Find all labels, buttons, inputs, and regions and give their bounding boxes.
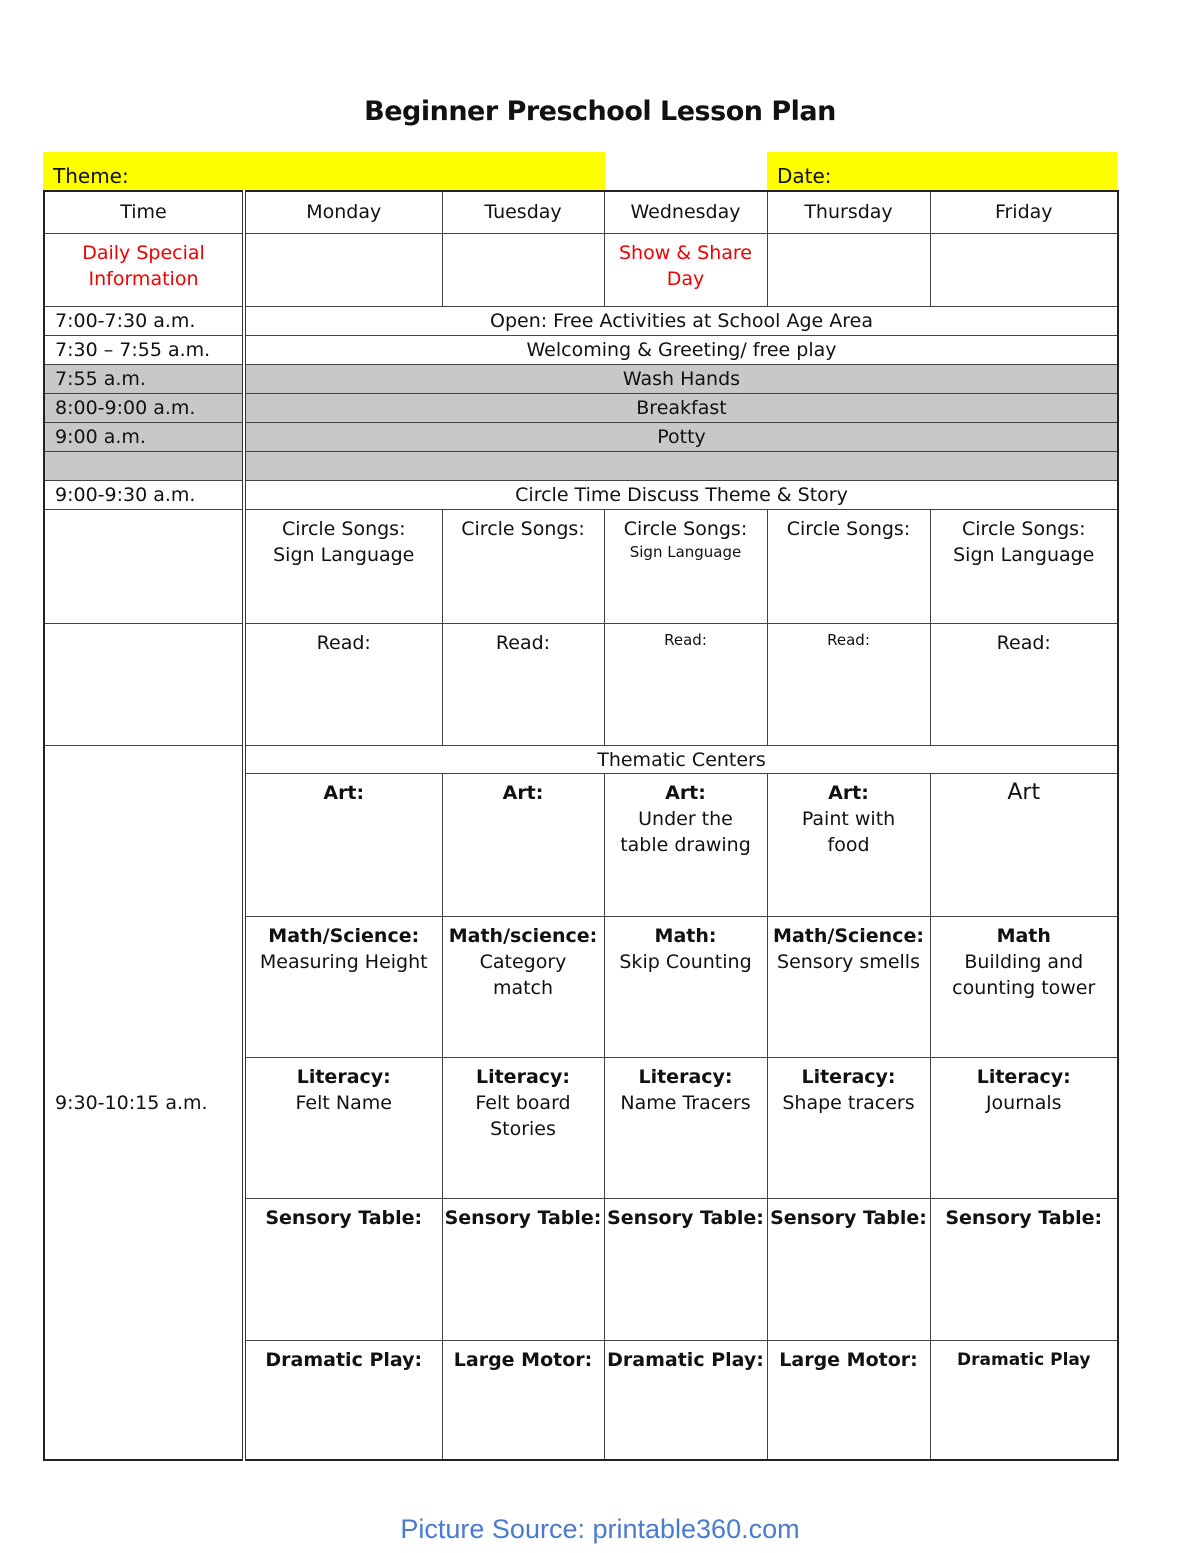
circle-songs-label: Circle Songs: — [461, 517, 585, 540]
literacy-label: Literacy: — [801, 1065, 896, 1088]
read-label: Read: — [996, 632, 1051, 655]
art-label: Art: — [665, 782, 706, 805]
literacy-wednesday — [604, 1057, 767, 1198]
centers-time: 9:30-10:15 a.m. — [44, 746, 244, 1460]
schedule-row — [44, 393, 1118, 422]
literacy-activity: Name Tracers — [620, 1091, 751, 1114]
schedule-activity: Circle Time Discuss Theme & Story — [244, 480, 1118, 509]
literacy-activity: Shape tracers — [782, 1091, 915, 1114]
special-thursday[interactable] — [767, 233, 930, 306]
math-activity: Sensory smells — [777, 950, 920, 973]
literacy-activity: Felt Name — [295, 1091, 392, 1114]
math-friday — [930, 916, 1118, 1057]
schedule-time — [44, 451, 244, 480]
special-wednesday — [604, 233, 767, 306]
schedule-activity: Potty — [244, 422, 1118, 451]
math-thursday — [767, 916, 930, 1057]
math-activity: Skip Counting — [619, 950, 752, 973]
schedule-row — [44, 335, 1118, 364]
header-wednesday: Wednesday — [604, 191, 767, 233]
schedule-time: 7:30 – 7:55 a.m. — [44, 335, 244, 364]
schedule-activity — [244, 451, 1118, 480]
math-label: Math/science: — [448, 924, 598, 947]
schedule-activity: Breakfast — [244, 393, 1118, 422]
header-time: Time — [44, 191, 244, 233]
play-label: Large Motor: — [453, 1349, 593, 1372]
math-label: Math: — [654, 924, 717, 947]
theme-field[interactable] — [43, 152, 605, 190]
header-monday: Monday — [244, 191, 442, 233]
math-wednesday — [604, 916, 767, 1057]
read-label: Read: — [664, 631, 707, 650]
schedule-row — [44, 451, 1118, 480]
sensory-thursday — [767, 1198, 930, 1340]
circle-songs-monday — [244, 509, 442, 623]
schedule-time: 9:00-9:30 a.m. — [44, 480, 244, 509]
circle-songs-detail: Sign Language — [629, 542, 742, 561]
literacy-label: Literacy: — [296, 1065, 391, 1088]
circle-songs-detail: Sign Language — [953, 543, 1095, 566]
play-tuesday — [442, 1341, 604, 1460]
header-friday: Friday — [930, 191, 1118, 233]
circle-songs-label: Circle Songs: — [282, 517, 406, 540]
art-label: Art — [1007, 780, 1041, 806]
math-label: Math — [996, 924, 1051, 947]
read-label: Read: — [316, 632, 371, 655]
schedule-time: 9:00 a.m. — [44, 422, 244, 451]
sensory-label: Sensory Table: — [265, 1206, 423, 1229]
play-friday — [930, 1341, 1118, 1460]
play-label: Dramatic Play — [957, 1350, 1091, 1371]
circle-songs-row — [44, 509, 1118, 623]
schedule-activity: Open: Free Activities at School Age Area — [244, 306, 1118, 335]
read-tuesday — [442, 624, 604, 746]
special-monday[interactable] — [244, 233, 442, 306]
read-time — [44, 624, 244, 746]
literacy-label: Literacy: — [638, 1065, 733, 1088]
circle-songs-detail: Sign Language — [273, 543, 415, 566]
theme-label: Theme: — [53, 164, 129, 188]
circle-songs-label: Circle Songs: — [962, 517, 1086, 540]
play-wednesday — [604, 1341, 767, 1460]
header-tuesday: Tuesday — [442, 191, 604, 233]
circle-songs-friday — [930, 509, 1118, 623]
special-tuesday[interactable] — [442, 233, 604, 306]
schedule-activity: Wash Hands — [244, 364, 1118, 393]
schedule-row — [44, 480, 1118, 509]
art-friday — [930, 774, 1118, 916]
sensory-monday — [244, 1198, 442, 1340]
art-wednesday — [604, 774, 767, 916]
literacy-friday — [930, 1057, 1118, 1198]
read-friday — [930, 624, 1118, 746]
special-label-line2: Information — [88, 267, 199, 290]
circle-songs-tuesday — [442, 509, 604, 623]
header-thursday: Thursday — [767, 191, 930, 233]
art-label: Art: — [828, 782, 869, 805]
literacy-label: Literacy: — [976, 1065, 1071, 1088]
math-label: Math/Science: — [773, 924, 924, 947]
schedule-time: 7:00-7:30 a.m. — [44, 306, 244, 335]
sensory-label: Sensory Table: — [945, 1206, 1103, 1229]
art-activity: Under the table drawing — [620, 808, 751, 857]
read-monday — [244, 624, 442, 746]
read-thursday — [767, 624, 930, 746]
show-share-line1: Show & Share — [619, 241, 752, 264]
art-thursday — [767, 774, 930, 916]
read-label: Read: — [495, 632, 551, 655]
play-monday — [244, 1341, 442, 1460]
sensory-label: Sensory Table: — [607, 1206, 764, 1229]
art-monday — [244, 774, 442, 916]
art-label: Art: — [323, 782, 365, 805]
show-share-line2: Day — [666, 267, 705, 290]
art-label: Art: — [502, 782, 544, 805]
literacy-thursday — [767, 1057, 930, 1198]
schedule-row — [44, 364, 1118, 393]
circle-songs-wednesday — [604, 509, 767, 623]
circle-songs-label: Circle Songs: — [623, 517, 748, 540]
circle-songs-label: Circle Songs: — [786, 517, 911, 540]
date-field[interactable] — [767, 152, 1117, 190]
read-label: Read: — [827, 631, 870, 650]
play-thursday — [767, 1341, 930, 1460]
schedule-row — [44, 306, 1118, 335]
sensory-label: Sensory Table: — [770, 1206, 927, 1229]
art-tuesday — [442, 774, 604, 916]
special-label — [44, 233, 244, 306]
literacy-activity: Journals — [985, 1091, 1062, 1114]
art-activity: Paint with food — [801, 808, 896, 857]
play-label: Dramatic Play: — [607, 1349, 764, 1372]
circle-songs-thursday — [767, 509, 930, 623]
math-activity: Category match — [479, 950, 567, 999]
header-row — [44, 191, 1118, 233]
schedule-time: 8:00-9:00 a.m. — [44, 393, 244, 422]
schedule-row — [44, 422, 1118, 451]
lesson-plan-table — [43, 190, 1119, 1461]
date-label: Date: — [777, 164, 832, 188]
sensory-label: Sensory Table: — [444, 1206, 602, 1229]
math-activity: Building and counting tower — [952, 950, 1096, 999]
play-label: Dramatic Play: — [265, 1349, 423, 1372]
literacy-tuesday — [442, 1057, 604, 1198]
schedule-activity: Welcoming & Greeting/ free play — [244, 335, 1118, 364]
circle-songs-time — [44, 509, 244, 623]
sensory-wednesday — [604, 1198, 767, 1340]
math-activity: Measuring Height — [259, 950, 428, 973]
special-friday[interactable] — [930, 233, 1118, 306]
read-wednesday — [604, 624, 767, 746]
special-row — [44, 233, 1118, 306]
schedule-time: 7:55 a.m. — [44, 364, 244, 393]
picture-source-caption: Picture Source: printable360.com — [400, 1514, 800, 1544]
math-monday — [244, 916, 442, 1057]
literacy-label: Literacy: — [475, 1065, 571, 1088]
literacy-monday — [244, 1057, 442, 1198]
math-label: Math/Science: — [268, 924, 420, 947]
centers-heading-row — [44, 746, 1118, 774]
page-title: Beginner Preschool Lesson Plan — [364, 96, 836, 127]
play-label: Large Motor: — [779, 1349, 918, 1372]
sensory-tuesday — [442, 1198, 604, 1340]
centers-heading: Thematic Centers — [244, 746, 1118, 774]
special-label-line1: Daily Special — [82, 241, 205, 264]
read-row — [44, 624, 1118, 746]
math-tuesday — [442, 916, 604, 1057]
sensory-friday — [930, 1198, 1118, 1340]
literacy-activity: Felt board Stories — [475, 1091, 571, 1140]
